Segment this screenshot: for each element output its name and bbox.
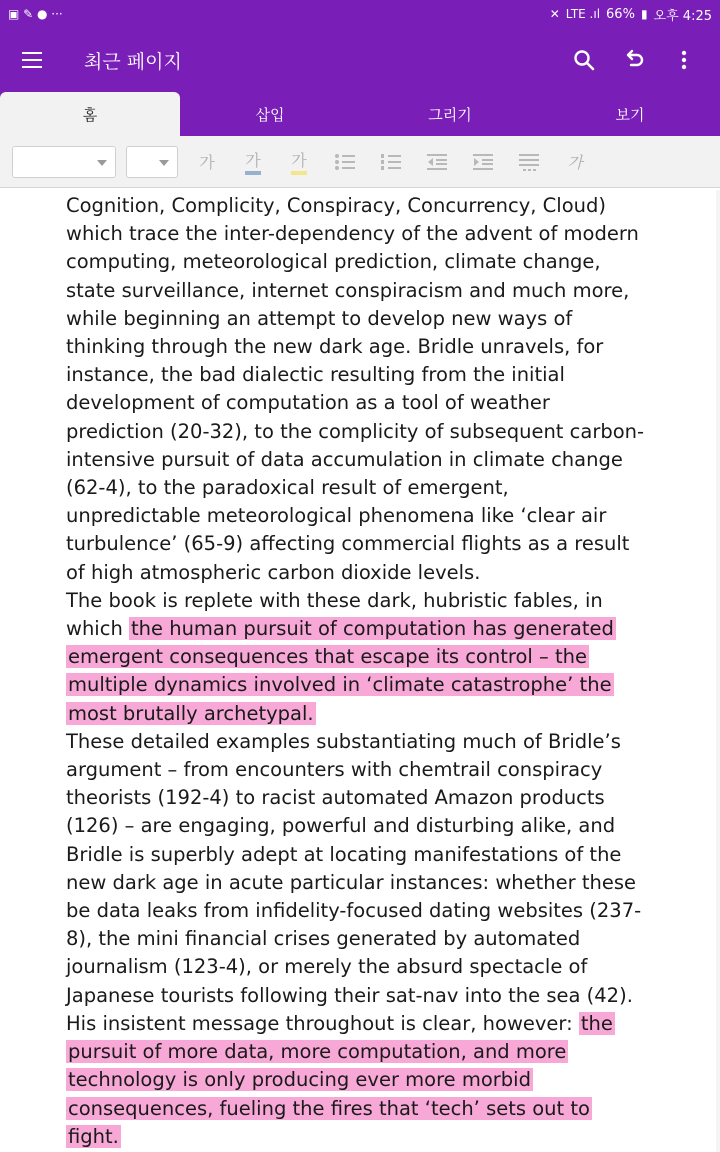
status-bar [0,0,720,28]
paragraph-format-button[interactable] [506,142,552,182]
paragraph-3: These detailed examples substantiating much of Bridle’s argument – from encounters with chemtrail conspiracy theorists (192-4) to racist automated Amazon products (126) – are engaging, powerful and disturbing alike, and Bridle is superbly adept at locating manifestations of the new dark age in acute particular instances: whether these be data leaks from infidelity-focused dating websites (237-8), the mini financial crises generated by automated journalism (123-4), or merely the absurd spectacle of Japanese tourists following their sat-nav into the sea (42). [66,729,642,1007]
battery-icon: ▮ [640,7,648,21]
undo-icon[interactable] [620,46,648,74]
note-page[interactable] [0,190,720,1152]
font-dropdown[interactable] [12,146,116,178]
highlighted-text: the pursuit of more data, more computation, and more technology is only producing ever more morbid consequences, fueling the fires that ‘tech’ sets out to fight. [68,1011,613,1148]
bullet-list-icon [334,153,356,171]
ribbon-tabs [0,92,720,136]
notification-icons: ▣ ✎ ● ··· [8,7,63,21]
font-color-icon: 가 [245,148,260,175]
indent-icon [472,153,494,171]
bold-icon: 가 [199,153,215,172]
bullet-list-button[interactable] [322,142,368,182]
formatting-toolbar [0,136,720,188]
clock: 오후 4:25 [653,8,712,24]
styles-icon: 가 [567,153,583,172]
tab-view[interactable]: 보기 [615,105,645,124]
network-indicator: LTE .ıl [565,7,601,21]
paragraph-4-text: His insistent message throughout is clear, however: [66,1011,579,1035]
search-icon[interactable] [570,46,598,74]
tab-home[interactable]: 홈 [0,92,180,136]
highlighter-icon: 가 [291,148,306,175]
highlight-button[interactable] [276,142,322,182]
decrease-indent-button[interactable] [414,142,460,182]
increase-indent-button[interactable] [460,142,506,182]
tab-draw[interactable]: 그리기 [428,105,472,124]
numbered-list-button[interactable] [368,142,414,182]
note-body[interactable] [66,192,646,1151]
font-size-dropdown[interactable] [126,146,178,178]
app-bar [0,28,720,92]
paragraph-4 [66,1010,646,1151]
chevron-down-icon [159,160,169,166]
paragraph-1: Cognition, Complicity, Conspiracy, Concurrency, Cloud) which trace the inter-dependency of the advent of modern computing, meteorological prediction, climate change, state surveillance, internet conspiracism and much more, while beginning an attempt to develop new ways of thinking through the new dark age. Bridle unravels, for instance, the bad dialectic resulting from the initial development of computation as a tool of weather prediction (20-32), to the complicity of subsequent carbon-intensive pursuit of data accumulation in climate change (62-4), to the paradoxical result of emergent, unpredictable meteorological phenomena like ‘clear air turbulence’ (65-9) affecting commercial flights as a result of high atmospheric carbon dioxide levels. [66,194,645,584]
numbered-list-icon [380,153,402,171]
battery-level: 66% [606,6,635,22]
outdent-icon [426,153,448,171]
page-title: 최근 페이지 [84,50,182,73]
tab-insert[interactable]: 삽입 [255,105,285,124]
mute-icon: ✕ [549,7,560,21]
more-vert-icon[interactable] [670,46,698,74]
menu-icon[interactable] [22,52,62,68]
styles-button[interactable] [552,142,598,182]
paragraph-2-text: The book is replete with these dark, hubristic fables, in which [66,588,603,641]
highlighted-text: the human pursuit of computation has generated emergent consequences that escape its control – the multiple dynamics involved in ‘climate catastrophe’ the most brutally archetypal. [68,617,614,725]
chevron-down-icon [97,160,107,166]
bold-button[interactable] [184,142,230,182]
paragraph-2 [66,587,646,728]
align-icon [518,153,540,171]
scrollbar[interactable] [716,190,720,1152]
font-color-button[interactable] [230,142,276,182]
